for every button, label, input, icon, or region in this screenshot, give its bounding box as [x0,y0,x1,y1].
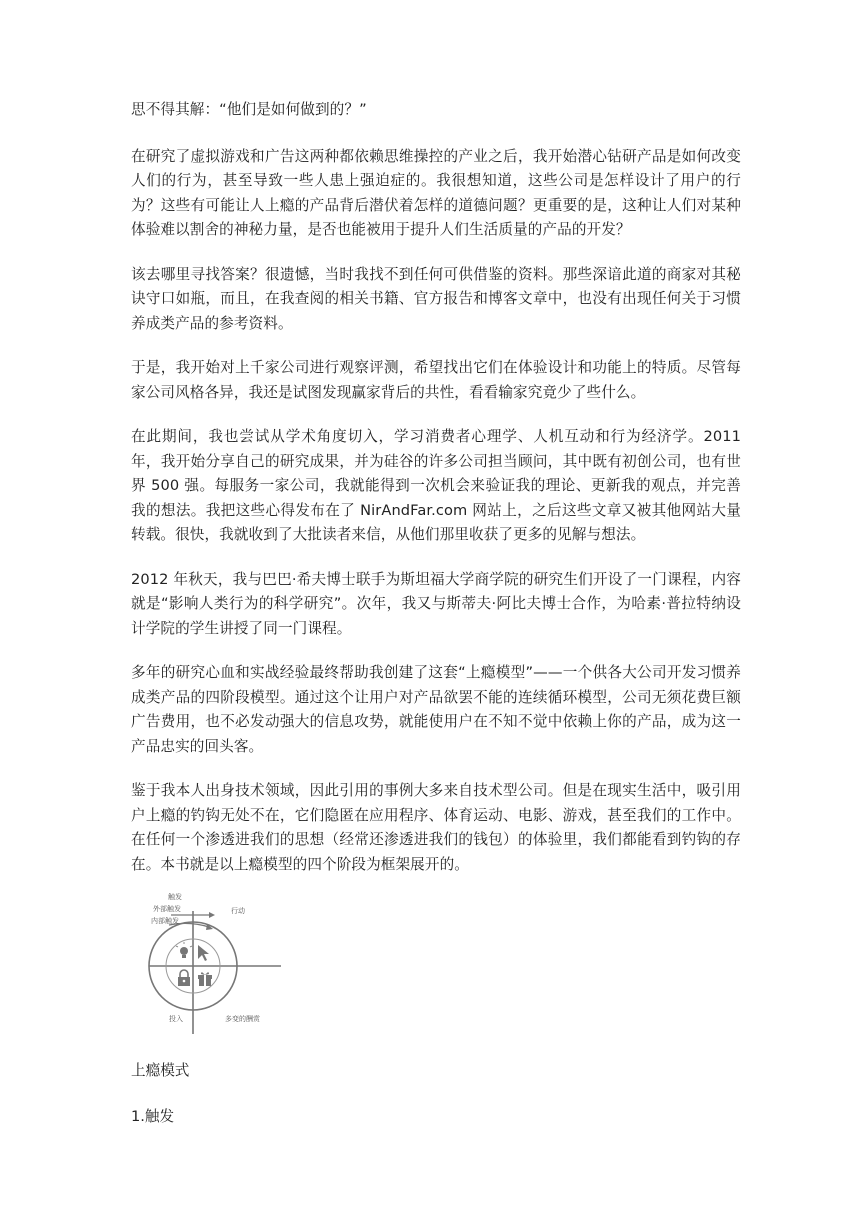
hook-model-figure [131,889,281,1041]
external-trigger-arrowhead [209,912,215,918]
gift-icon [198,972,212,986]
action-label: 行动 [231,907,245,915]
trigger-label: 触发 [168,893,182,901]
paragraph: 在此期间，我也尝试从学术角度切入，学习消费者心理学、人机互动和行为经济学。2011 年，我开始分享自己的研究成果，并为硅谷的许多公司担当顾问，其中既有初创公司，也有世界 500 强。每服务一家公司，我就能得到一次机会来验证我的理论、更新我的观点，并完善我的想法。我把这些心得发布在了 NirAndFar.com 网站上，之后这些文章又被其他网站大量转载。很快，我就收到了大批读者来信，从他们那里收获了更多的见解与想法。 [131,428,741,543]
paragraph: 2012 年秋天，我与巴巴·希夫博士联手为斯坦福大学商学院的研究生们开设了一门课程，内容就是“影响人类行为的科学研究”。次年，我又与斯蒂夫·阿比夫博士合作，为哈素·普拉特纳设计学院的学生讲授了同一门课程。 [131,570,741,637]
lightbulb-icon [176,942,192,958]
figure-caption: 上瘾模式 [131,1062,190,1079]
internal-trigger-label: 内部触发 [151,917,179,925]
paragraph: 思不得其解：“他们是如何做到的？” [131,101,367,118]
paragraph: 多年的研究心血和实战经验最终帮助我创建了这套“上瘾模型”——一个供各大公司开发习惯养成类产品的四阶段模型。通过这个让用户对产品欲罢不能的连续循环模型，公司无须花费巨额广告费用，也不必发动强大的信息攻势，就能使用户在不知不觉中依赖上你的产品，成为这一产品忠实的回头客。 [131,664,741,755]
cursor-icon [198,945,209,961]
lock-icon [178,970,190,986]
hook-model-diagram [131,889,281,1041]
paragraph: 在研究了虚拟游戏和广告这两种都依赖思维操控的产业之后，我开始潜心钻研产品是如何改变人们的行为，甚至导致一些人患上强迫症的。我很想知道，这些公司是怎样设计了用户的行为？这些有可能让人上瘾的产品背后潜伏着怎样的道德问题？更重要的是，这种让人们对某种体验难以割舍的神秘力量，是否也能被用于提升人们生活质量的产品的开发？ [131,147,741,238]
document-page [131,98,741,1129]
variable-reward-label: 多变的酬赏 [225,1015,260,1023]
investment-label: 投入 [169,1015,183,1023]
section-heading: 1.触发 [131,1108,175,1125]
paragraph: 鉴于我本人出身技术领域，因此引用的事例大多来自技术型公司。但是在现实生活中，吸引用户上瘾的钓钩无处不在，它们隐匿在应用程序、体育运动、电影、游戏，甚至我们的工作中。在任何一个渗透进我们的思想（经常还渗透进我们的钱包）的体验里，我们都能看到钓钩的存在。本书就是以上瘾模型的四个阶段为框架展开的。 [131,782,741,873]
paragraph: 于是，我开始对上千家公司进行观察评测，希望找出它们在体验设计和功能上的特质。尽管每家公司风格各异，我还是试图发现赢家背后的共性，看看输家究竟少了些什么。 [131,359,741,401]
paragraph: 该去哪里寻找答案？很遗憾，当时我找不到任何可供借鉴的资料。那些深谙此道的商家对其秘诀守口如瓶，而且，在我查阅的相关书籍、官方报告和博客文章中，也没有出现任何关于习惯养成类产品的参考资料。 [131,265,741,332]
external-trigger-label: 外部触发 [153,905,181,913]
